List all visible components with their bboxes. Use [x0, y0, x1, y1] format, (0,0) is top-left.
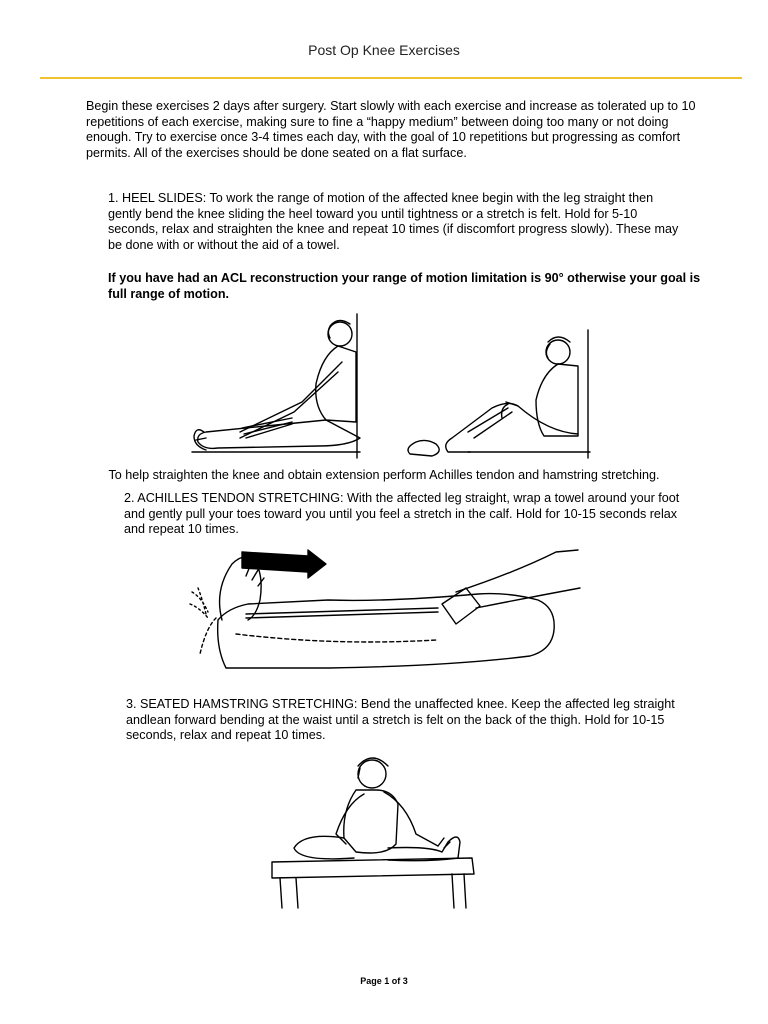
heel-slide-straight-illustration	[192, 312, 364, 460]
heel-slides-paragraph: 1. HEEL SLIDES: To work the range of motion of the affected knee begin with the leg straight then gently bend the knee sliding the heel toward you until tightness or a stretch is felt. Hold for 5-10 seconds, relax and straighten the knee and repeat 10 times (if discomfort progress slowly). These may be done with or without the aid of a towel.	[108, 191, 679, 252]
heel-slide-bent-illustration	[408, 328, 594, 460]
page-number: Page 1 of 3	[360, 976, 408, 986]
page-title: Post Op Knee Exercises	[308, 42, 460, 58]
intro-paragraph: Begin these exercises 2 days after surgery. Start slowly with each exercise and increase as tolerated up to 10 repetitions of each exercise, making sure to fine a “happy medium” between doing too many or not doing enough. Try to exercise once 3-4 times each day, with the goal of 10 repetitions but progressing as comfort permits. All of the exercises should be done seated on a flat surface.	[86, 99, 696, 160]
achilles-paragraph: 2. ACHILLES TENDON STRETCHING: With the affected leg straight, wrap a towel around your foot and gently pull your toes toward you until you feel a stretch in the calf. Hold for 10-15 seconds relax and repeat 10 times.	[124, 491, 680, 537]
title-divider	[40, 77, 742, 79]
acl-note: If you have had an ACL reconstruction your range of motion limitation is 90° otherwise your goal is full range of motion.	[108, 271, 701, 301]
achilles-intro-line: To help straighten the knee and obtain extension perform Achilles tendon and hamstring stretching.	[108, 468, 660, 482]
hamstring-paragraph: 3. SEATED HAMSTRING STRETCHING: Bend the unaffected knee. Keep the affected leg straight andlean forward bending at the waist until a stretch is felt on the back of the thigh. Hold for 10-15 seconds, relax and repeat 10 times.	[126, 697, 675, 743]
achilles-stretch-illustration	[186, 548, 586, 676]
hamstring-stretch-illustration	[268, 754, 476, 910]
